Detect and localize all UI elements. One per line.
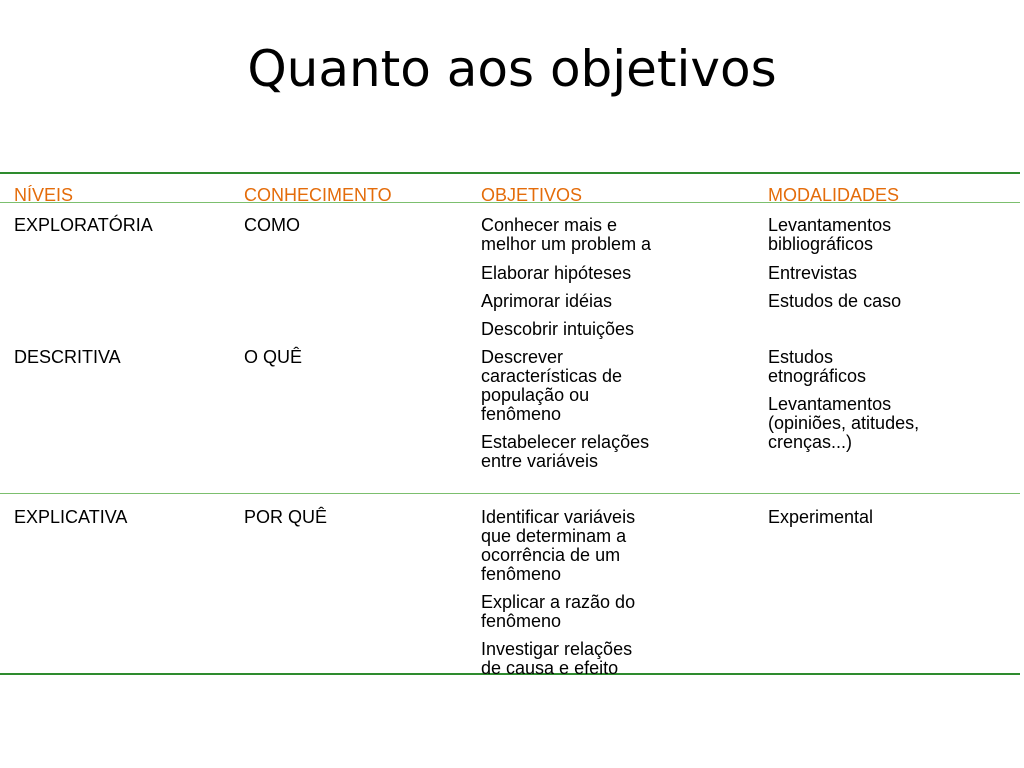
- row-descritiva-objetivo: Estabelecer relações entre variáveis: [481, 432, 650, 471]
- row-explicativa-objetivo: Explicar a razão do fenômeno: [481, 592, 636, 631]
- row-divider: [0, 493, 1020, 494]
- row-descritiva-nivel: DESCRITIVA: [14, 347, 121, 367]
- row-descritiva-objetivo: Descrever características de população ou fenômeno: [481, 347, 623, 424]
- row-exploratoria-objetivo: Conhecer mais e melhor um problem a: [481, 215, 652, 254]
- row-explicativa-objetivo: Identificar variáveis que determinam a ocorrência de um fenômeno: [481, 507, 636, 584]
- row-explicativa-objetivo: Investigar relações de causa e efeito: [481, 639, 633, 678]
- row-exploratoria-modalidade: Estudos de caso: [768, 291, 902, 311]
- row-exploratoria-modalidade: Levantamentos bibliográficos: [768, 215, 892, 254]
- row-descritiva-modalidade: Levantamentos (opiniões, atitudes, crenças...): [768, 394, 920, 452]
- page-title: Quanto aos objetivos: [247, 40, 777, 98]
- header-conhecimento: CONHECIMENTO: [244, 185, 392, 205]
- row-explicativa-conhecimento: POR QUÊ: [244, 507, 328, 527]
- row-descritiva-conhecimento: O QUÊ: [244, 347, 303, 367]
- row-exploratoria-objetivo: Aprimorar idéias: [481, 291, 613, 311]
- table-top-rule: [0, 172, 1020, 174]
- header-niveis: NÍVEIS: [14, 185, 74, 205]
- row-exploratoria-modalidade: Entrevistas: [768, 263, 858, 283]
- row-descritiva-modalidade: Estudos etnográficos: [768, 347, 867, 386]
- row-explicativa-modalidade: Experimental: [768, 507, 874, 527]
- header-objetivos: OBJETIVOS: [481, 185, 583, 205]
- row-explicativa-nivel: EXPLICATIVA: [14, 507, 128, 527]
- row-exploratoria-objetivo: Descobrir intuições: [481, 319, 635, 339]
- row-exploratoria-conhecimento: COMO: [244, 215, 300, 235]
- row-exploratoria-objetivo: Elaborar hipóteses: [481, 263, 632, 283]
- header-modalidades: MODALIDADES: [768, 185, 900, 205]
- row-exploratoria-nivel: EXPLORATÓRIA: [14, 215, 153, 235]
